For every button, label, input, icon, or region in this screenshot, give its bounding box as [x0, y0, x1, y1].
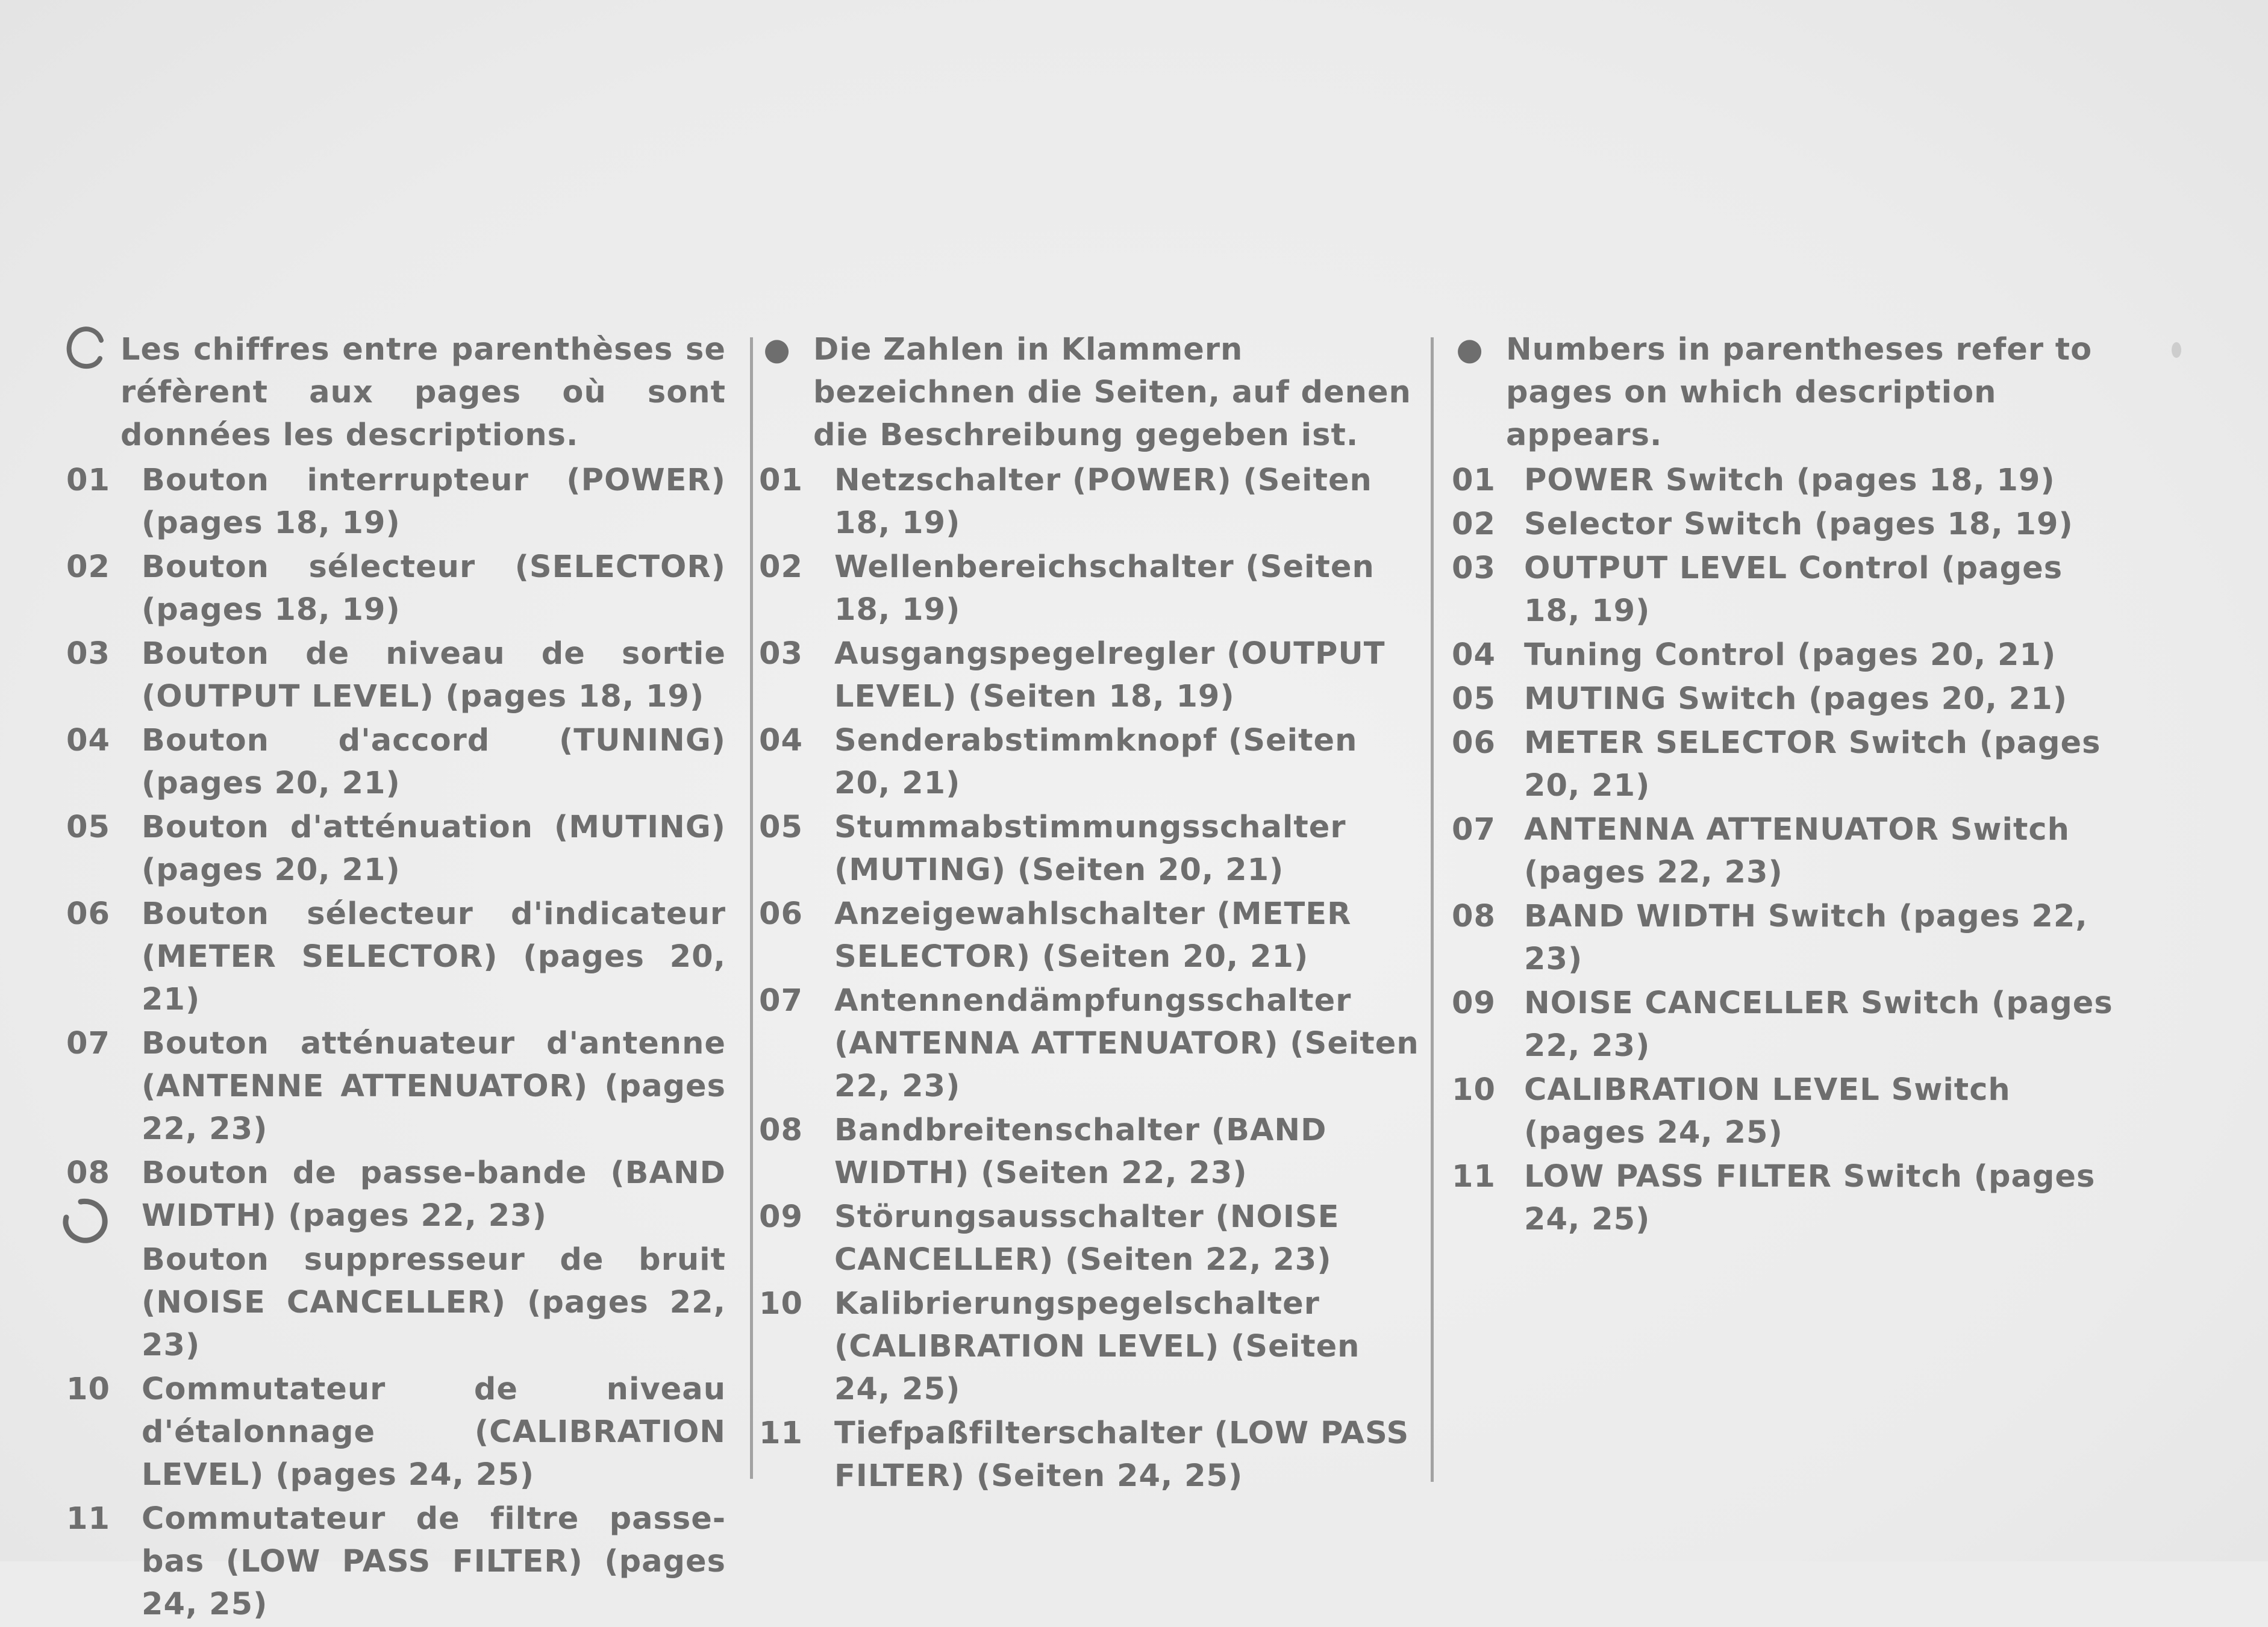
- item-text: Bouton sélecteur d'indicateur (METER SELECTOR) (pages 20, 21): [142, 896, 726, 1017]
- item-number: 11: [1452, 1159, 1496, 1194]
- column-divider: [1431, 337, 1434, 1482]
- item-number: 02: [1452, 507, 1496, 542]
- item-text: Selector Switch (pages 18, 19): [1524, 507, 2073, 542]
- item-number: 02: [66, 549, 110, 585]
- item-number: 04: [66, 723, 110, 758]
- intro-french: [66, 328, 726, 457]
- item-number: 08: [1452, 899, 1496, 934]
- item-text: Bouton sélecteur (SELECTOR) (pages 18, 19): [142, 549, 726, 628]
- item-text: Störungsausschalter (NOISE CANCELLER) (Seiten 22, 23): [834, 1199, 1340, 1278]
- list-item: [759, 459, 1422, 545]
- item-number: 05: [66, 810, 110, 845]
- item-text: ANTENNA ATTENUATOR Switch (pages 22, 23): [1524, 812, 2070, 890]
- list-item: [66, 1497, 726, 1626]
- item-list-french: [66, 459, 726, 1626]
- bullet-icon: ●: [1456, 332, 1484, 367]
- list-item: [759, 1282, 1422, 1411]
- item-text: Netzschalter (POWER) (Seiten 18, 19): [834, 463, 1372, 541]
- item-text: Antennendämpfungsschalter (ANTENNA ATTENUATOR) (Seiten 22, 23): [834, 983, 1419, 1104]
- item-text: NOISE CANCELLER Switch (pages 22, 23): [1524, 985, 2113, 1064]
- intro-german: [759, 328, 1422, 457]
- item-number: 01: [66, 463, 110, 498]
- item-number: 06: [1452, 725, 1496, 761]
- list-item: [66, 546, 726, 631]
- bullet-icon: ●: [763, 332, 791, 367]
- item-text: Commutateur de filtre passe-bas (LOW PASS FILTER) (pages 24, 25): [142, 1501, 726, 1622]
- item-text: Wellenbereichschalter (Seiten 18, 19): [834, 549, 1375, 628]
- item-number: 07: [759, 983, 803, 1019]
- item-number: 08: [759, 1113, 803, 1148]
- list-item: [1452, 678, 2114, 720]
- list-item: [1452, 722, 2114, 807]
- list-item: [759, 893, 1422, 978]
- item-text: Bouton d'atténuation (MUTING) (pages 20, 21): [142, 810, 726, 888]
- list-item: [1452, 1069, 2114, 1154]
- ring-mark-icon: [60, 1196, 111, 1246]
- item-text: Senderabstimmknopf (Seiten 20, 21): [834, 723, 1358, 801]
- item-text: Bouton suppresseur de bruit (NOISE CANCELLER) (pages 22, 23): [142, 1242, 726, 1363]
- item-number: 11: [759, 1416, 803, 1451]
- item-number: 04: [759, 723, 803, 758]
- list-item: [759, 546, 1422, 631]
- list-item: [66, 1238, 726, 1367]
- list-item: [759, 979, 1422, 1108]
- list-item: [1452, 808, 2114, 894]
- item-number: 01: [1452, 463, 1496, 498]
- list-item: [1452, 503, 2114, 546]
- item-list-german: [759, 459, 1422, 1497]
- item-text: METER SELECTOR Switch (pages 20, 21): [1524, 725, 2101, 804]
- list-item: [66, 1022, 726, 1151]
- item-number: 05: [759, 810, 803, 845]
- item-text: Tiefpaßfilterschalter (LOW PASS FILTER) (Seiten 24, 25): [834, 1416, 1410, 1494]
- item-number: 03: [1452, 551, 1496, 586]
- list-item: [759, 1196, 1422, 1281]
- list-item: [66, 1152, 726, 1237]
- item-text: BAND WIDTH Switch (pages 22, 23): [1524, 899, 2088, 977]
- item-number: 03: [759, 636, 803, 672]
- item-number: 07: [66, 1026, 110, 1061]
- item-number: 01: [759, 463, 803, 498]
- list-item: [759, 1412, 1422, 1497]
- item-text: Bouton atténuateur d'antenne (ANTENNE ATTENUATOR) (pages 22, 23): [142, 1026, 726, 1147]
- column-french: [66, 328, 726, 1627]
- ring-bullet-icon: [65, 325, 107, 372]
- item-text: Commutateur de niveau d'étalonnage (CALIBRATION LEVEL) (pages 24, 25): [142, 1372, 726, 1493]
- list-item: [759, 1109, 1422, 1194]
- list-item: [759, 806, 1422, 892]
- item-text: MUTING Switch (pages 20, 21): [1524, 681, 2068, 717]
- item-number: 04: [1452, 637, 1496, 673]
- list-item: [1452, 1155, 2114, 1241]
- list-item: [1452, 459, 2114, 502]
- item-number: 05: [1452, 681, 1496, 717]
- item-number: 06: [66, 896, 110, 932]
- list-item: [759, 632, 1422, 718]
- item-number: 02: [759, 549, 803, 585]
- item-number: 03: [66, 636, 110, 672]
- item-number: 09: [759, 1199, 803, 1235]
- item-number: 11: [66, 1501, 110, 1537]
- item-number: 06: [759, 896, 803, 932]
- item-text: Ausgangspegelregler (OUTPUT LEVEL) (Seiten 18, 19): [834, 636, 1385, 714]
- list-item: [1452, 982, 2114, 1067]
- list-item: [1452, 547, 2114, 632]
- intro-english: [1452, 328, 2114, 457]
- intro-text: Die Zahlen in Klammern bezeichnen die Seiten, auf denen die Beschreibung gegeben ist.: [813, 332, 1411, 453]
- list-item: [66, 719, 726, 805]
- column-german: [759, 328, 1422, 1499]
- item-text: Bandbreitenschalter (BAND WIDTH) (Seiten 22, 23): [834, 1113, 1327, 1191]
- list-item: [759, 719, 1422, 805]
- list-item: [1452, 895, 2114, 981]
- item-number: 07: [1452, 812, 1496, 848]
- item-text: Anzeigewahlschalter (METER SELECTOR) (Seiten 20, 21): [834, 896, 1352, 975]
- list-item: [1452, 634, 2114, 676]
- item-number: 09: [1452, 985, 1496, 1021]
- item-number: 10: [66, 1372, 110, 1407]
- intro-text: Les chiffres entre parenthèses se réfèrent aux pages où sont données les descriptions.: [120, 332, 726, 453]
- item-text: Kalibrierungspegelschalter (CALIBRATION LEVEL) (Seiten 24, 25): [834, 1286, 1360, 1407]
- list-item: [66, 806, 726, 892]
- item-text: OUTPUT LEVEL Control (pages 18, 19): [1524, 551, 2063, 629]
- intro-text: Numbers in parentheses refer to pages on which description appears.: [1506, 332, 2093, 453]
- item-text: Bouton de niveau de sortie (OUTPUT LEVEL) (pages 18, 19): [142, 636, 726, 714]
- column-english: [1452, 328, 2114, 1242]
- item-text: POWER Switch (pages 18, 19): [1524, 463, 2055, 498]
- list-item: [66, 632, 726, 718]
- item-text: CALIBRATION LEVEL Switch (pages 24, 25): [1524, 1072, 2011, 1151]
- edge-mark: [2172, 342, 2181, 358]
- column-divider: [750, 337, 753, 1479]
- item-text: Bouton de passe-bande (BAND WIDTH) (pages 22, 23): [142, 1155, 726, 1234]
- item-text: Tuning Control (pages 20, 21): [1524, 637, 2057, 673]
- item-number: 08: [66, 1155, 110, 1191]
- item-number: 10: [1452, 1072, 1496, 1108]
- list-item: [66, 1368, 726, 1496]
- item-text: LOW PASS FILTER Switch (pages 24, 25): [1524, 1159, 2096, 1237]
- list-item: [66, 893, 726, 1021]
- item-text: Bouton interrupteur (POWER) (pages 18, 19): [142, 463, 726, 541]
- item-number: 10: [759, 1286, 803, 1322]
- item-list-english: [1452, 459, 2114, 1241]
- list-item: [66, 459, 726, 545]
- item-text: Bouton d'accord (TUNING) (pages 20, 21): [142, 723, 726, 801]
- item-text: Stummabstimmungsschalter (MUTING) (Seiten 20, 21): [834, 810, 1346, 888]
